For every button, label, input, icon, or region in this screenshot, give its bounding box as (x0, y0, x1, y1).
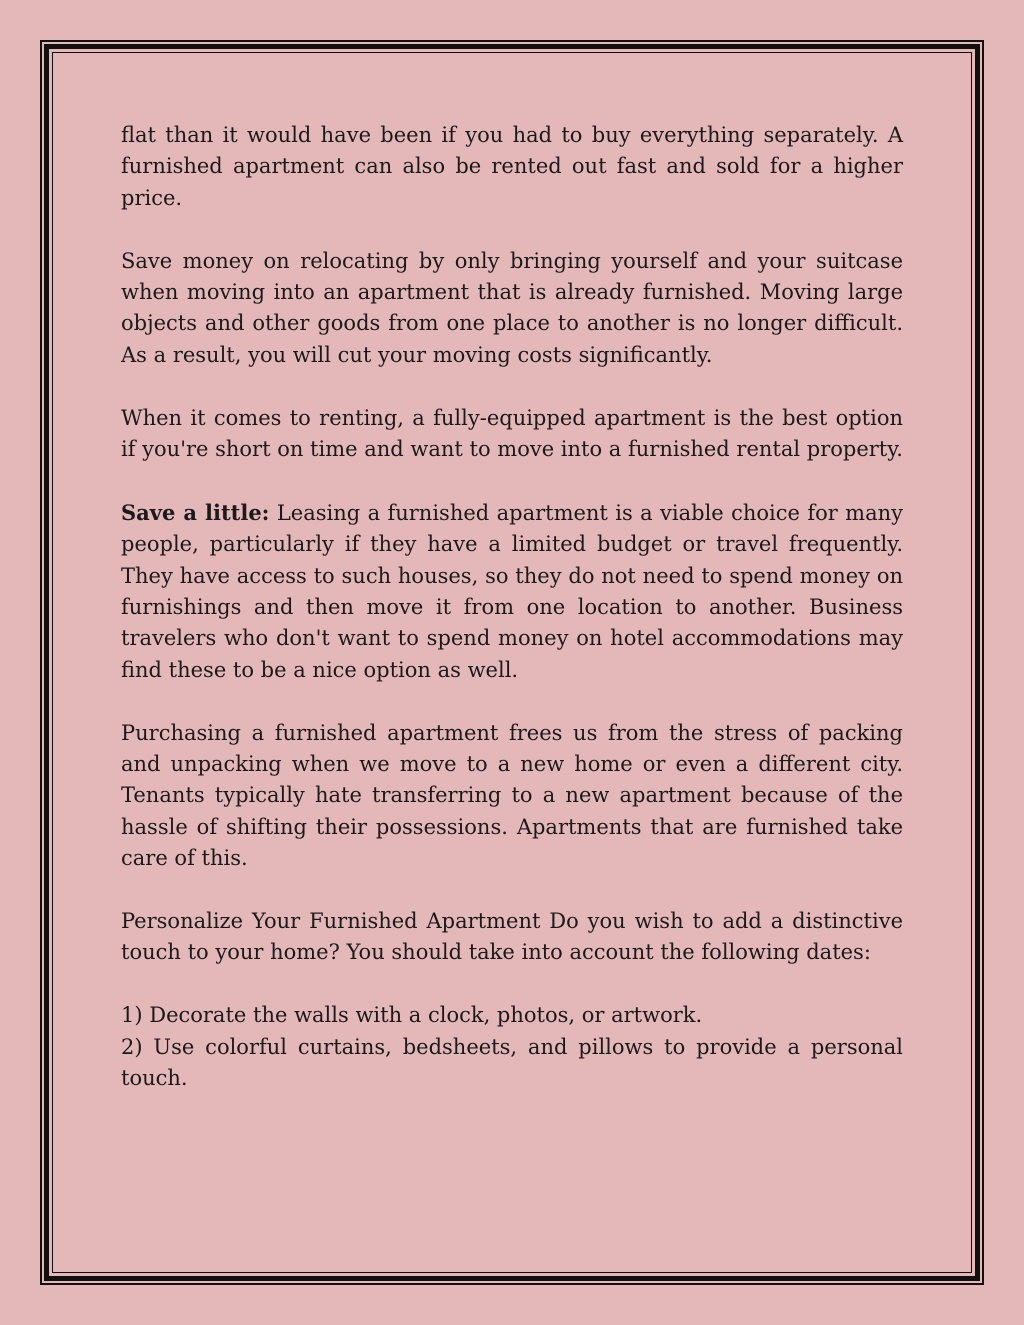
save-a-little-body: Leasing a furnished apartment is a viable choice for many people, particularly if they have a limited budget or travel frequently. They have access to such houses, so they do not need to spend money on furnishings and then move it from one location to another. Business travelers who don't want to spend money on hotel accommodations may find these to be a nice option as well. (121, 500, 903, 682)
paragraph-save-relocating: Save money on relocating by only bringing yourself and your suitcase when moving into an apartment that is already furnished. Moving large objects and other goods from one place to another is no longer difficult. As a result, you will cut your moving costs significantly. (121, 248, 903, 367)
list-item: 2) Use colorful curtains, bedsheets, and pillows to provide a personal touch. (121, 1034, 903, 1091)
paragraph-purchasing: Purchasing a furnished apartment frees us from the stress of packing and unpacking when we move to a new home or even a different city. Tenants typically hate transferring to a new apartment because of the hassle of shifting their possessions. Apartments that are furnished take care of this. (121, 720, 903, 871)
paragraph-personalize: Personalize Your Furnished Apartment Do you wish to add a distinctive touch to your home? You should take into account the following dates: (121, 909, 903, 965)
document-body (121, 120, 903, 1095)
save-a-little-heading: Save a little: (121, 499, 270, 525)
paragraph-save-a-little (121, 497, 903, 686)
list-item: 1) Decorate the walls with a clock, photos, or artwork. (121, 1003, 703, 1028)
paragraph-renting-option: When it comes to renting, a fully-equipped apartment is the best option if you're short on time and want to move into a furnished rental property. (121, 405, 903, 462)
paragraph-furnished-value: flat than it would have been if you had to buy everything separately. A furnished apartment can also be rented out fast and sold for a higher price. (121, 123, 903, 210)
